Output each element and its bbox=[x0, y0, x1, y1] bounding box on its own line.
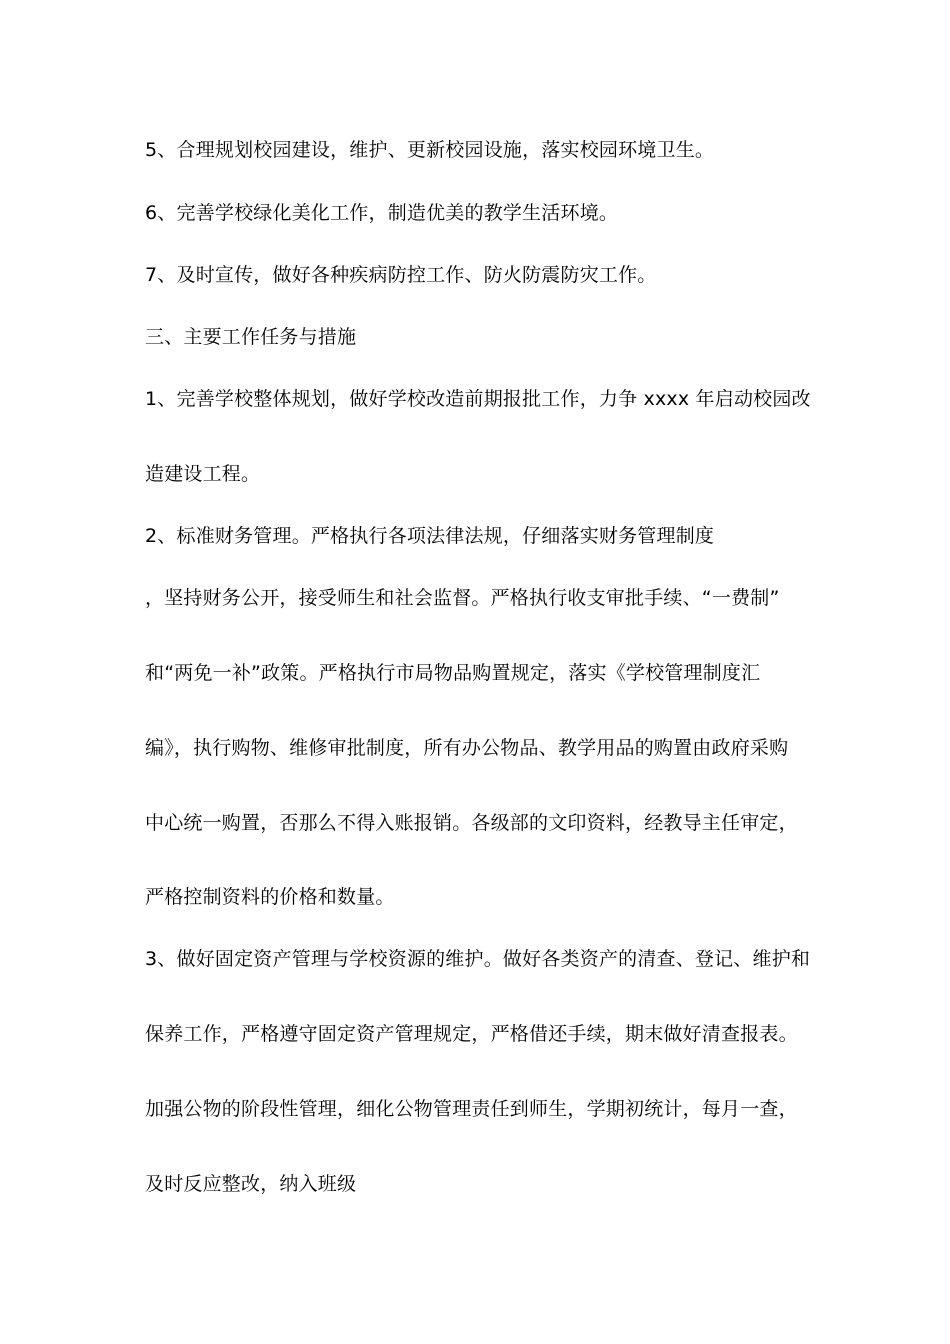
text-line: ，坚持财务公开，接受师生和社会监督。严格执行收支审批手续、“一费制” bbox=[145, 587, 780, 609]
text-line: 2、标准财务管理。严格执行各项法律法规，仔细落实财务管理制度 bbox=[145, 525, 715, 547]
text-line: 和“两免一补”政策。严格执行市局物品购置规定，落实《学校管理制度汇 bbox=[145, 662, 761, 684]
text-line: 7、及时宣传，做好各种疾病防控工作、防火防震防灾工作。 bbox=[145, 264, 657, 286]
text-line: 6、完善学校绿化美化工作，制造优美的教学生活环境。 bbox=[145, 202, 619, 224]
text-line: 严格控制资料的价格和数量。 bbox=[145, 886, 395, 908]
text-line: 3、做好固定资产管理与学校资源的维护。做好各类资产的清查、登记、维护和 bbox=[145, 948, 811, 970]
text-line: 加强公物的阶段性管理，细化公物管理责任到师生，学期初统计，每月一查， bbox=[145, 1098, 798, 1120]
text-line: 5、合理规划校园建设，维护、更新校园设施，落实校园环境卫生。 bbox=[145, 139, 715, 161]
text-line: 保养工作，严格遵守固定资产管理规定，严格借还手续，期末做好清查报表。 bbox=[145, 1023, 798, 1045]
text-line: 造建设工程。 bbox=[145, 463, 261, 485]
text-line: 1、完善学校整体规划，做好学校改造前期报批工作，力争 xxxx 年启动校园改 bbox=[145, 388, 811, 410]
text-line: 编》，执行购物、维修审批制度，所有办公物品、教学用品的购置由政府采购 bbox=[145, 737, 789, 759]
text-line: 及时反应整改，纳入班级 bbox=[145, 1173, 357, 1195]
section-heading: 三、主要工作任务与措施 bbox=[145, 326, 357, 348]
text-line: 中心统一购置，否那么不得入账报销。各级部的文印资料，经教导主任审定， bbox=[145, 812, 798, 834]
